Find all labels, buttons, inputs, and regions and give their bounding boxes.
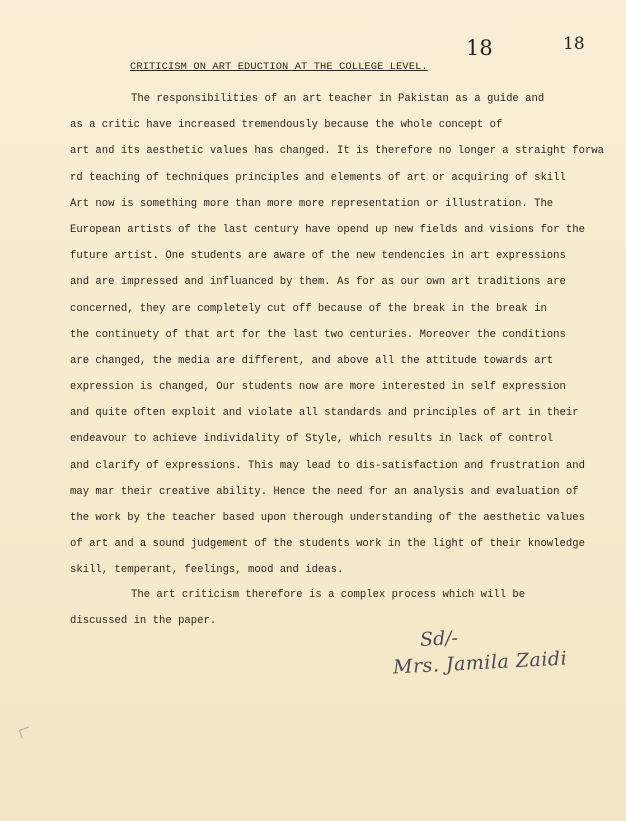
signature-name: Mrs. Jamila Zaidi xyxy=(392,647,568,679)
document-title: CRITICISM ON ART EDUCTION AT THE COLLEGE LEVEL. xyxy=(130,61,428,73)
text-line: Art now is something more than more more representation or illustration. The xyxy=(70,197,554,210)
text-line: The art criticism therefore is a complex process which will be xyxy=(131,589,526,601)
text-line: are changed, the media are different, and above all the attitude towards art xyxy=(70,354,554,367)
page-number-typed: 18 xyxy=(466,36,493,60)
text-line: of art and a sound judgement of the students work in the light of their knowledge xyxy=(70,538,585,551)
text-line: and quite often exploit and violate all standards and principles of art in their xyxy=(70,407,579,420)
page-number-handwritten: 18 xyxy=(563,34,585,54)
text-line: expression is changed, Our students now are more interested in self expression xyxy=(70,381,566,394)
text-line: and are impressed and influanced by them. As for as our own art traditions are xyxy=(70,276,566,289)
text-line: the continuety of that art for the last two centuries. Moreover the conditions xyxy=(70,328,566,341)
signature-sd: Sd/- xyxy=(419,627,459,651)
text-line: and clarify of expressions. This may lead to dis-satisfaction and frustration and xyxy=(70,459,585,472)
text-line: as a critic have increased tremendously because the whole concept of xyxy=(70,119,503,132)
text-line: discussed in the paper. xyxy=(70,615,217,628)
text-line: skill, temperant, feelings, mood and ideas. xyxy=(70,564,344,577)
text-line: European artists of the last century have opend up new fields and visions for the xyxy=(70,223,585,236)
text-line: art and its aesthetic values has changed. It is therefore no longer a straight forwa xyxy=(70,145,605,158)
text-line: The responsibilities of an art teacher in Pakistan as a guide and xyxy=(131,93,545,105)
text-line: endeavour to achieve individality of Style, which results in lack of control xyxy=(70,433,554,446)
text-line: future artist. One students are aware of the new tendencies in art expressions xyxy=(70,250,566,263)
text-line: rd teaching of techniques principles and elements of art or acquiring of skill xyxy=(70,171,566,184)
text-line: concerned, they are completely cut off because of the break in the break in xyxy=(70,302,547,315)
text-line: the work by the teacher based upon therough understanding of the aesthetic values xyxy=(70,512,585,524)
paragraph-2 xyxy=(70,582,615,634)
text-line: may mar their creative ability. Hence the need for an analysis and evaluation of xyxy=(70,485,579,498)
corner-mark-icon xyxy=(19,726,32,738)
paragraph-1 xyxy=(70,86,615,584)
